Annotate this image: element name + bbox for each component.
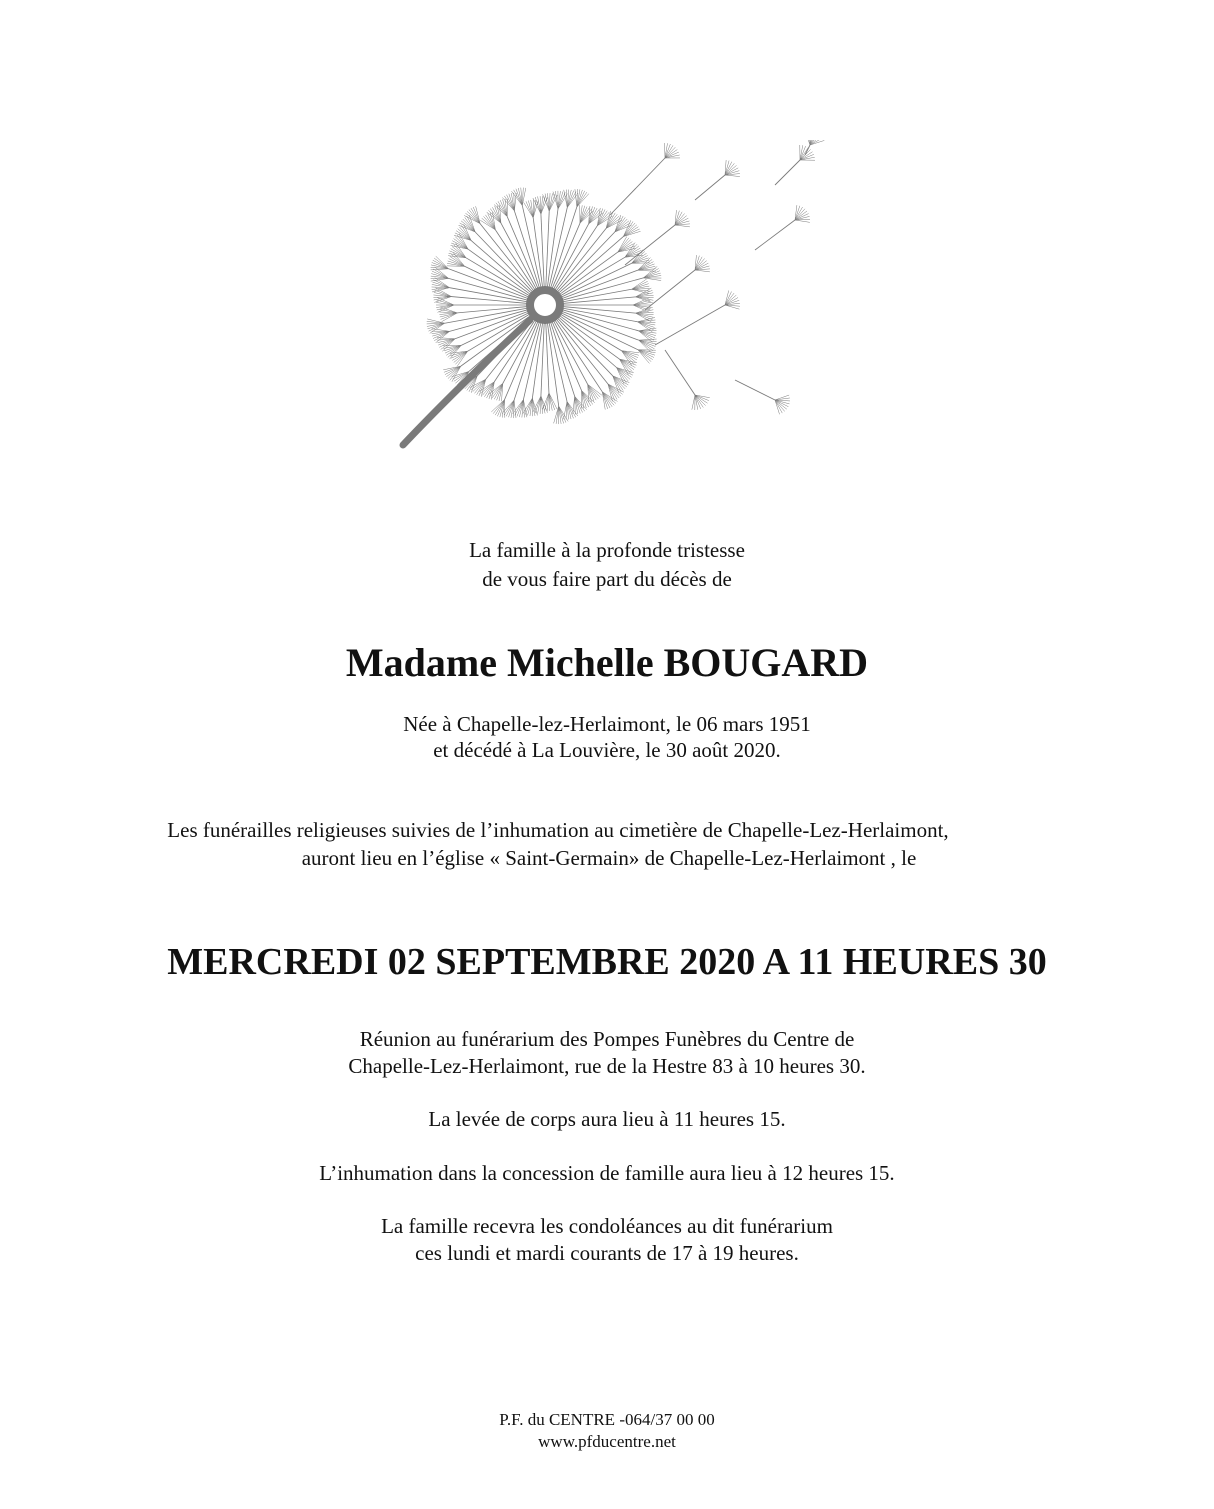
dandelion-tuft	[532, 398, 537, 415]
dandelion-illustration	[395, 140, 825, 460]
intro-line-2: de vous faire part du décès de	[482, 567, 732, 591]
dandelion-tuft	[494, 204, 507, 216]
flying-seed-tuft	[675, 213, 685, 225]
dandelion-spoke	[471, 241, 536, 298]
footer-company: P.F. du CENTRE -064/37 00 00	[499, 1410, 715, 1429]
deceased-name: Madame Michelle BOUGARD	[345, 640, 869, 685]
dandelion-tuft	[433, 269, 448, 278]
dandelion-spoke	[547, 317, 559, 406]
flying-seed	[610, 158, 665, 215]
dandelion-tuft	[467, 211, 480, 223]
burial-info: L’inhumation dans la concession de famille aura lieu à 12 heures 15.	[319, 1161, 895, 1185]
birth-info: Née à Chapelle-lez-Herlaimont, le 06 mars 1951	[403, 712, 811, 736]
dandelion-tuft	[494, 383, 503, 399]
dandelion-tuft	[625, 244, 637, 257]
dandelion-tuft	[455, 237, 468, 250]
dandelion-tuft	[555, 191, 558, 209]
dandelion-tuft	[643, 268, 658, 277]
dandelion-tuft	[533, 201, 538, 218]
flying-seed-tuft	[695, 258, 705, 270]
dandelion-tuft	[559, 406, 564, 423]
dandelion-tuft	[433, 280, 449, 288]
flying-seed	[645, 270, 695, 310]
dandelion-spoke	[547, 209, 558, 293]
dandelion-spoke	[514, 211, 541, 294]
dandelion-spoke	[556, 270, 637, 301]
flying-seed	[695, 175, 725, 200]
condolences-line-2: ces lundi et mardi courants de 17 à 19 heures.	[415, 1241, 799, 1265]
dandelion-tuft	[618, 240, 631, 253]
flying-seed	[735, 380, 775, 400]
footer-website: www.pfducentre.net	[538, 1432, 676, 1451]
flying-seed-tuft	[695, 270, 710, 272]
flying-seed-tuft	[775, 400, 785, 411]
dandelion-tuft	[514, 400, 516, 418]
flying-seed-tuft	[675, 225, 690, 227]
flying-seed-tuft	[725, 175, 740, 177]
dandelion-tuft	[637, 322, 653, 330]
flying-seed	[655, 305, 725, 345]
intro-line-1: La famille à la profonde tristesse	[469, 538, 745, 562]
flying-seed-tuft	[725, 165, 737, 175]
condolences-line-1: La famille recevra les condoléances au dit funérarium	[381, 1214, 833, 1238]
dandelion-tuft	[532, 398, 535, 416]
dandelion-tuft	[549, 393, 557, 409]
flying-seed	[625, 225, 675, 265]
dandelion-tuft	[556, 406, 559, 424]
dandelion-tuft	[491, 400, 504, 412]
dandelion-tuft	[528, 398, 533, 415]
meeting-line-2: Chapelle-Lez-Herlaimont, rue de la Hestre 83 à 10 heures 30.	[348, 1054, 866, 1078]
dandelion-spoke	[449, 269, 534, 301]
flying-seed	[805, 145, 810, 155]
dandelion-spoke	[461, 312, 535, 366]
flying-seed	[665, 350, 695, 395]
funeral-line-1: Les funérailles religieuses suivies de l’inhumation au cimetière de Chapelle-Lez-Herlaimont,	[167, 818, 949, 842]
flying-seed	[775, 160, 800, 185]
dandelion-spoke	[468, 249, 535, 298]
dandelion-tuft	[558, 192, 563, 209]
dandelion-spoke	[555, 312, 620, 359]
dandelion-tuft	[639, 331, 654, 340]
flying-seed-tuft	[795, 209, 805, 220]
dandelion-spoke	[556, 310, 638, 349]
dandelion-tuft	[488, 210, 501, 223]
dandelion-tuft	[528, 200, 533, 217]
dandelion-tuft	[448, 366, 461, 379]
dandelion-tuft	[436, 256, 449, 269]
dandelion-spoke	[555, 252, 618, 298]
dandelion-tuft	[638, 270, 656, 271]
death-info: et décédé à La Louvière, le 30 août 2020.	[433, 738, 781, 762]
dandelion-spoke	[549, 316, 575, 396]
dandelion-center	[530, 290, 560, 320]
dandelion-tuft	[608, 384, 621, 396]
dandelion-tuft	[437, 305, 454, 310]
dandelion-tuft	[588, 384, 597, 400]
funeral-datetime: MERCREDI 02 SEPTEMBRE 2020 A 11 HEURES 30	[167, 941, 1047, 983]
dandelion-spoke	[554, 313, 617, 368]
dandelion-tuft	[437, 338, 455, 339]
dandelion-tuft	[606, 216, 619, 228]
flying-seed	[755, 220, 795, 250]
flying-seed-tuft	[725, 295, 736, 305]
funeral-line-2: auront lieu en l’église « Saint-Germain» de Chapelle-Lez-Herlaimont , le	[301, 846, 917, 870]
dandelion-tuft	[524, 202, 533, 217]
flying-seed-tuft	[692, 395, 695, 410]
dandelion-spoke	[556, 309, 638, 340]
dandelion-tuft	[523, 398, 532, 413]
dandelion-stem	[403, 320, 530, 445]
body-removal-info: La levée de corps aura lieu à 11 heures 15.	[428, 1107, 786, 1131]
flying-seed-tuft	[795, 220, 810, 222]
dandelion-tuft	[553, 192, 558, 209]
dandelion-tuft	[632, 281, 648, 289]
dandelion-tuft	[589, 208, 598, 224]
meeting-line-1: Réunion au funérarium des Pompes Funèbres du Centre de	[359, 1027, 855, 1051]
